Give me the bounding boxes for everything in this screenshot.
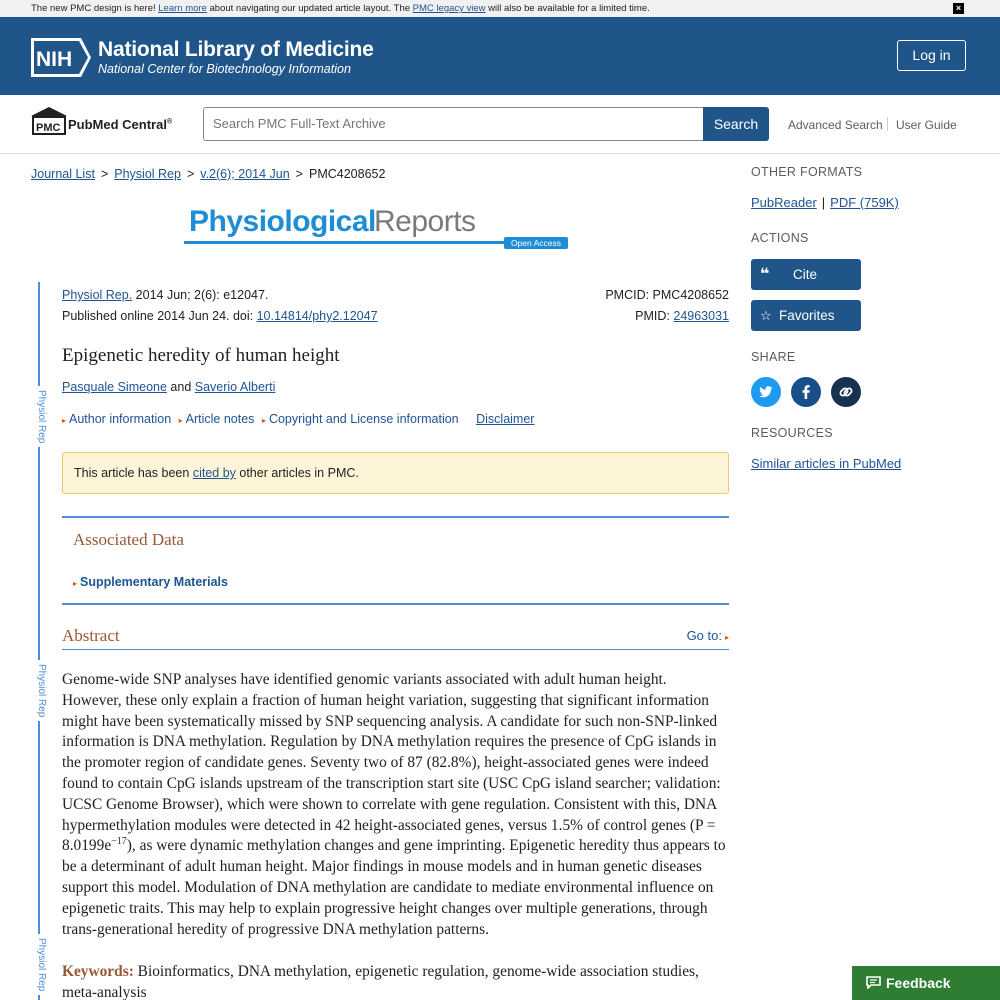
pmid-link[interactable]: 24963031 bbox=[673, 309, 729, 323]
legacy-view-link[interactable]: PMC legacy view bbox=[412, 3, 486, 14]
abstract-text-part2: ), as were dynamic methylation changes and gene imprinting. Epigenetic heredity thus appears to be a determinant of adult human height. Major findings in mouse models and in human genetic diseases support this model. Modulation of DNA methylation are candidate to mediate environmental influence on epigenetic traits. This may help to explain progressive height changes over multiple generations, through trans-generational heredity of progressive DNA methylation patterns. bbox=[62, 837, 726, 938]
user-guide-link[interactable]: User Guide bbox=[896, 118, 957, 132]
author-information-label: Author information bbox=[69, 412, 172, 426]
goto-label: Go to: bbox=[686, 628, 722, 643]
rail-label: Physiol Rep bbox=[31, 934, 47, 995]
breadcrumb bbox=[31, 167, 385, 181]
favorites-label: Favorites bbox=[779, 308, 835, 323]
journal-logo[interactable] bbox=[184, 205, 568, 251]
expand-triangle-icon: ▸ bbox=[261, 416, 266, 425]
pmc-logo-box-text: PMC bbox=[36, 122, 61, 134]
pdf-link[interactable]: PDF (759K) bbox=[830, 195, 899, 210]
nih-logo-text: NIH bbox=[36, 48, 73, 71]
cited-by-text-after: other articles in PMC. bbox=[235, 466, 359, 480]
breadcrumb-separator: > bbox=[295, 167, 303, 181]
banner-text-after: will also be available for a limited time. bbox=[485, 3, 650, 14]
copyright-toggle[interactable] bbox=[262, 412, 459, 426]
breadcrumb-journal-list[interactable]: Journal List bbox=[31, 167, 95, 181]
keywords-list: Bioinformatics, DNA methylation, epigenetic regulation, genome-wide association studies, meta-analysis bbox=[62, 963, 699, 1000]
keywords-label: Keywords: bbox=[62, 963, 134, 980]
pmcid-label: PMCID: bbox=[605, 288, 653, 302]
nlm-title[interactable]: National Library of Medicine bbox=[98, 38, 374, 61]
abstract-title: Abstract bbox=[62, 626, 120, 645]
facebook-share-button[interactable] bbox=[791, 377, 821, 407]
pmcid-value: PMC4208652 bbox=[652, 288, 729, 302]
similar-articles-link[interactable]: Similar articles in PubMed bbox=[751, 456, 902, 471]
close-banner-icon[interactable]: × bbox=[953, 3, 964, 14]
format-links bbox=[751, 195, 899, 210]
ncbi-subtitle: National Center for Biotechnology Information bbox=[98, 62, 351, 76]
resources-heading: RESOURCES bbox=[751, 426, 833, 440]
cite-label: Cite bbox=[793, 267, 818, 282]
pmc-search-bar bbox=[0, 95, 1000, 154]
journal-citation-link[interactable]: Physiol Rep. bbox=[62, 288, 133, 302]
published-online: Published online 2014 Jun 24. doi: bbox=[62, 309, 257, 323]
pubreader-link[interactable]: PubReader bbox=[751, 195, 817, 210]
associated-data-title: Associated Data bbox=[73, 530, 184, 549]
facebook-icon bbox=[791, 377, 821, 407]
citation-info bbox=[62, 285, 378, 327]
article-notes-toggle[interactable] bbox=[179, 412, 255, 426]
author-list bbox=[62, 380, 275, 394]
article-title: Epigenetic heredity of human height bbox=[62, 345, 340, 366]
associated-data-section bbox=[62, 516, 729, 605]
other-formats-heading: OTHER FORMATS bbox=[751, 165, 863, 179]
disclaimer-link[interactable]: Disclaimer bbox=[476, 412, 535, 426]
pmid-label: PMID: bbox=[635, 309, 674, 323]
keywords bbox=[62, 961, 730, 1000]
nih-logo[interactable] bbox=[31, 38, 91, 77]
chat-bubble-icon bbox=[866, 976, 881, 989]
article-ids bbox=[605, 285, 729, 327]
search-input[interactable]: Search PMC Full-Text Archive bbox=[203, 107, 704, 141]
breadcrumb-separator: > bbox=[186, 167, 195, 181]
login-button[interactable]: Log in bbox=[897, 40, 966, 71]
author-information-toggle[interactable] bbox=[62, 412, 171, 426]
favorites-button[interactable] bbox=[751, 300, 861, 331]
share-heading: SHARE bbox=[751, 350, 796, 364]
pmc-logo-text: PubMed Central bbox=[68, 117, 167, 132]
advanced-search-link[interactable]: Advanced Search bbox=[788, 118, 883, 132]
nav-divider bbox=[887, 117, 888, 131]
cited-by-link[interactable]: cited by bbox=[192, 466, 236, 480]
rail-label: Physiol Rep bbox=[31, 660, 47, 721]
doi-link[interactable]: 10.14814/phy2.12047 bbox=[256, 309, 378, 323]
author-conjunction: and bbox=[166, 380, 195, 394]
goto-triangle-icon: ▸ bbox=[724, 633, 729, 642]
quote-icon: ❝ bbox=[760, 266, 770, 283]
nih-header bbox=[0, 17, 1000, 95]
citation-details: 2014 Jun; 2(6): e12047. bbox=[132, 288, 269, 302]
feedback-button[interactable] bbox=[852, 966, 1000, 1000]
cite-button[interactable] bbox=[751, 259, 861, 290]
journal-logo-rule bbox=[184, 241, 504, 244]
registered-mark: ® bbox=[166, 118, 173, 126]
link-icon bbox=[831, 377, 861, 407]
breadcrumb-journal[interactable]: Physiol Rep bbox=[114, 167, 181, 181]
journal-logo-word2: Reports bbox=[374, 205, 476, 238]
feedback-label: Feedback bbox=[886, 975, 951, 991]
expand-triangle-icon: ▸ bbox=[73, 579, 78, 588]
star-icon: ☆ bbox=[760, 308, 772, 323]
banner-text-before: The new PMC design is here! bbox=[31, 3, 159, 14]
breadcrumb-separator: > bbox=[100, 167, 109, 181]
goto-menu[interactable] bbox=[687, 628, 729, 643]
expand-triangle-icon: ▸ bbox=[62, 416, 67, 425]
journal-logo-word1: Physiological bbox=[189, 205, 376, 238]
cited-by-text-before: This article has been bbox=[74, 466, 193, 480]
twitter-icon bbox=[751, 377, 781, 407]
actions-heading: ACTIONS bbox=[751, 231, 809, 245]
announcement-banner bbox=[0, 0, 1000, 17]
twitter-share-button[interactable] bbox=[751, 377, 781, 407]
rail-label: Physiol Rep bbox=[31, 386, 47, 447]
author-link[interactable]: Pasquale Simeone bbox=[62, 380, 167, 394]
expand-triangle-icon: ▸ bbox=[178, 416, 183, 425]
author-link[interactable]: Saverio Alberti bbox=[194, 380, 276, 394]
abstract-header bbox=[62, 626, 729, 650]
breadcrumb-issue[interactable]: v.2(6); 2014 Jun bbox=[200, 167, 290, 181]
banner-text-middle: about navigating our updated article layout. The bbox=[206, 3, 413, 14]
supplementary-materials-toggle[interactable] bbox=[73, 575, 228, 589]
learn-more-link[interactable]: Learn more bbox=[158, 3, 207, 14]
abstract-text-part1: Genome-wide SNP analyses have identified genomic variants associated with adult human height. However, these only explain a fraction of human height variation, suggesting that significant information might have been systematically missed by SNP sequencing analysis. A candidate for such non-SNP-linked information is DNA methylation. Regulation by DNA methylation requires the presence of CpG islands in the promoter region of candidate genes. Seventy two of 87 (82.8%), height-associated genes were indeed found to contain CpG islands upstream of the transcription start site (USC CpG island searcher; validation: UCSC Genome Browser), which were shown to correlate with gene regulation. Consistent with this, DNA hypermethylation modules were detected in 42 height-associated genes, versus 1.5% of control genes (P = 8.0199e bbox=[62, 671, 721, 855]
copy-link-share-button[interactable] bbox=[831, 377, 861, 407]
pmc-logo[interactable] bbox=[31, 107, 176, 137]
abstract-text bbox=[62, 670, 730, 940]
pmc-logo-icon bbox=[31, 107, 67, 135]
abstract-exponent: −17 bbox=[111, 836, 127, 848]
open-access-badge: Open Access bbox=[504, 237, 568, 249]
search-button[interactable]: Search bbox=[703, 107, 769, 141]
copyright-label: Copyright and License information bbox=[268, 412, 459, 426]
supplementary-materials-label: Supplementary Materials bbox=[80, 575, 228, 589]
article-info-links bbox=[62, 412, 534, 426]
format-separator: | bbox=[821, 195, 826, 210]
cited-by-notice bbox=[62, 452, 729, 494]
breadcrumb-current: PMC4208652 bbox=[308, 167, 386, 181]
article-notes-label: Article notes bbox=[185, 412, 255, 426]
